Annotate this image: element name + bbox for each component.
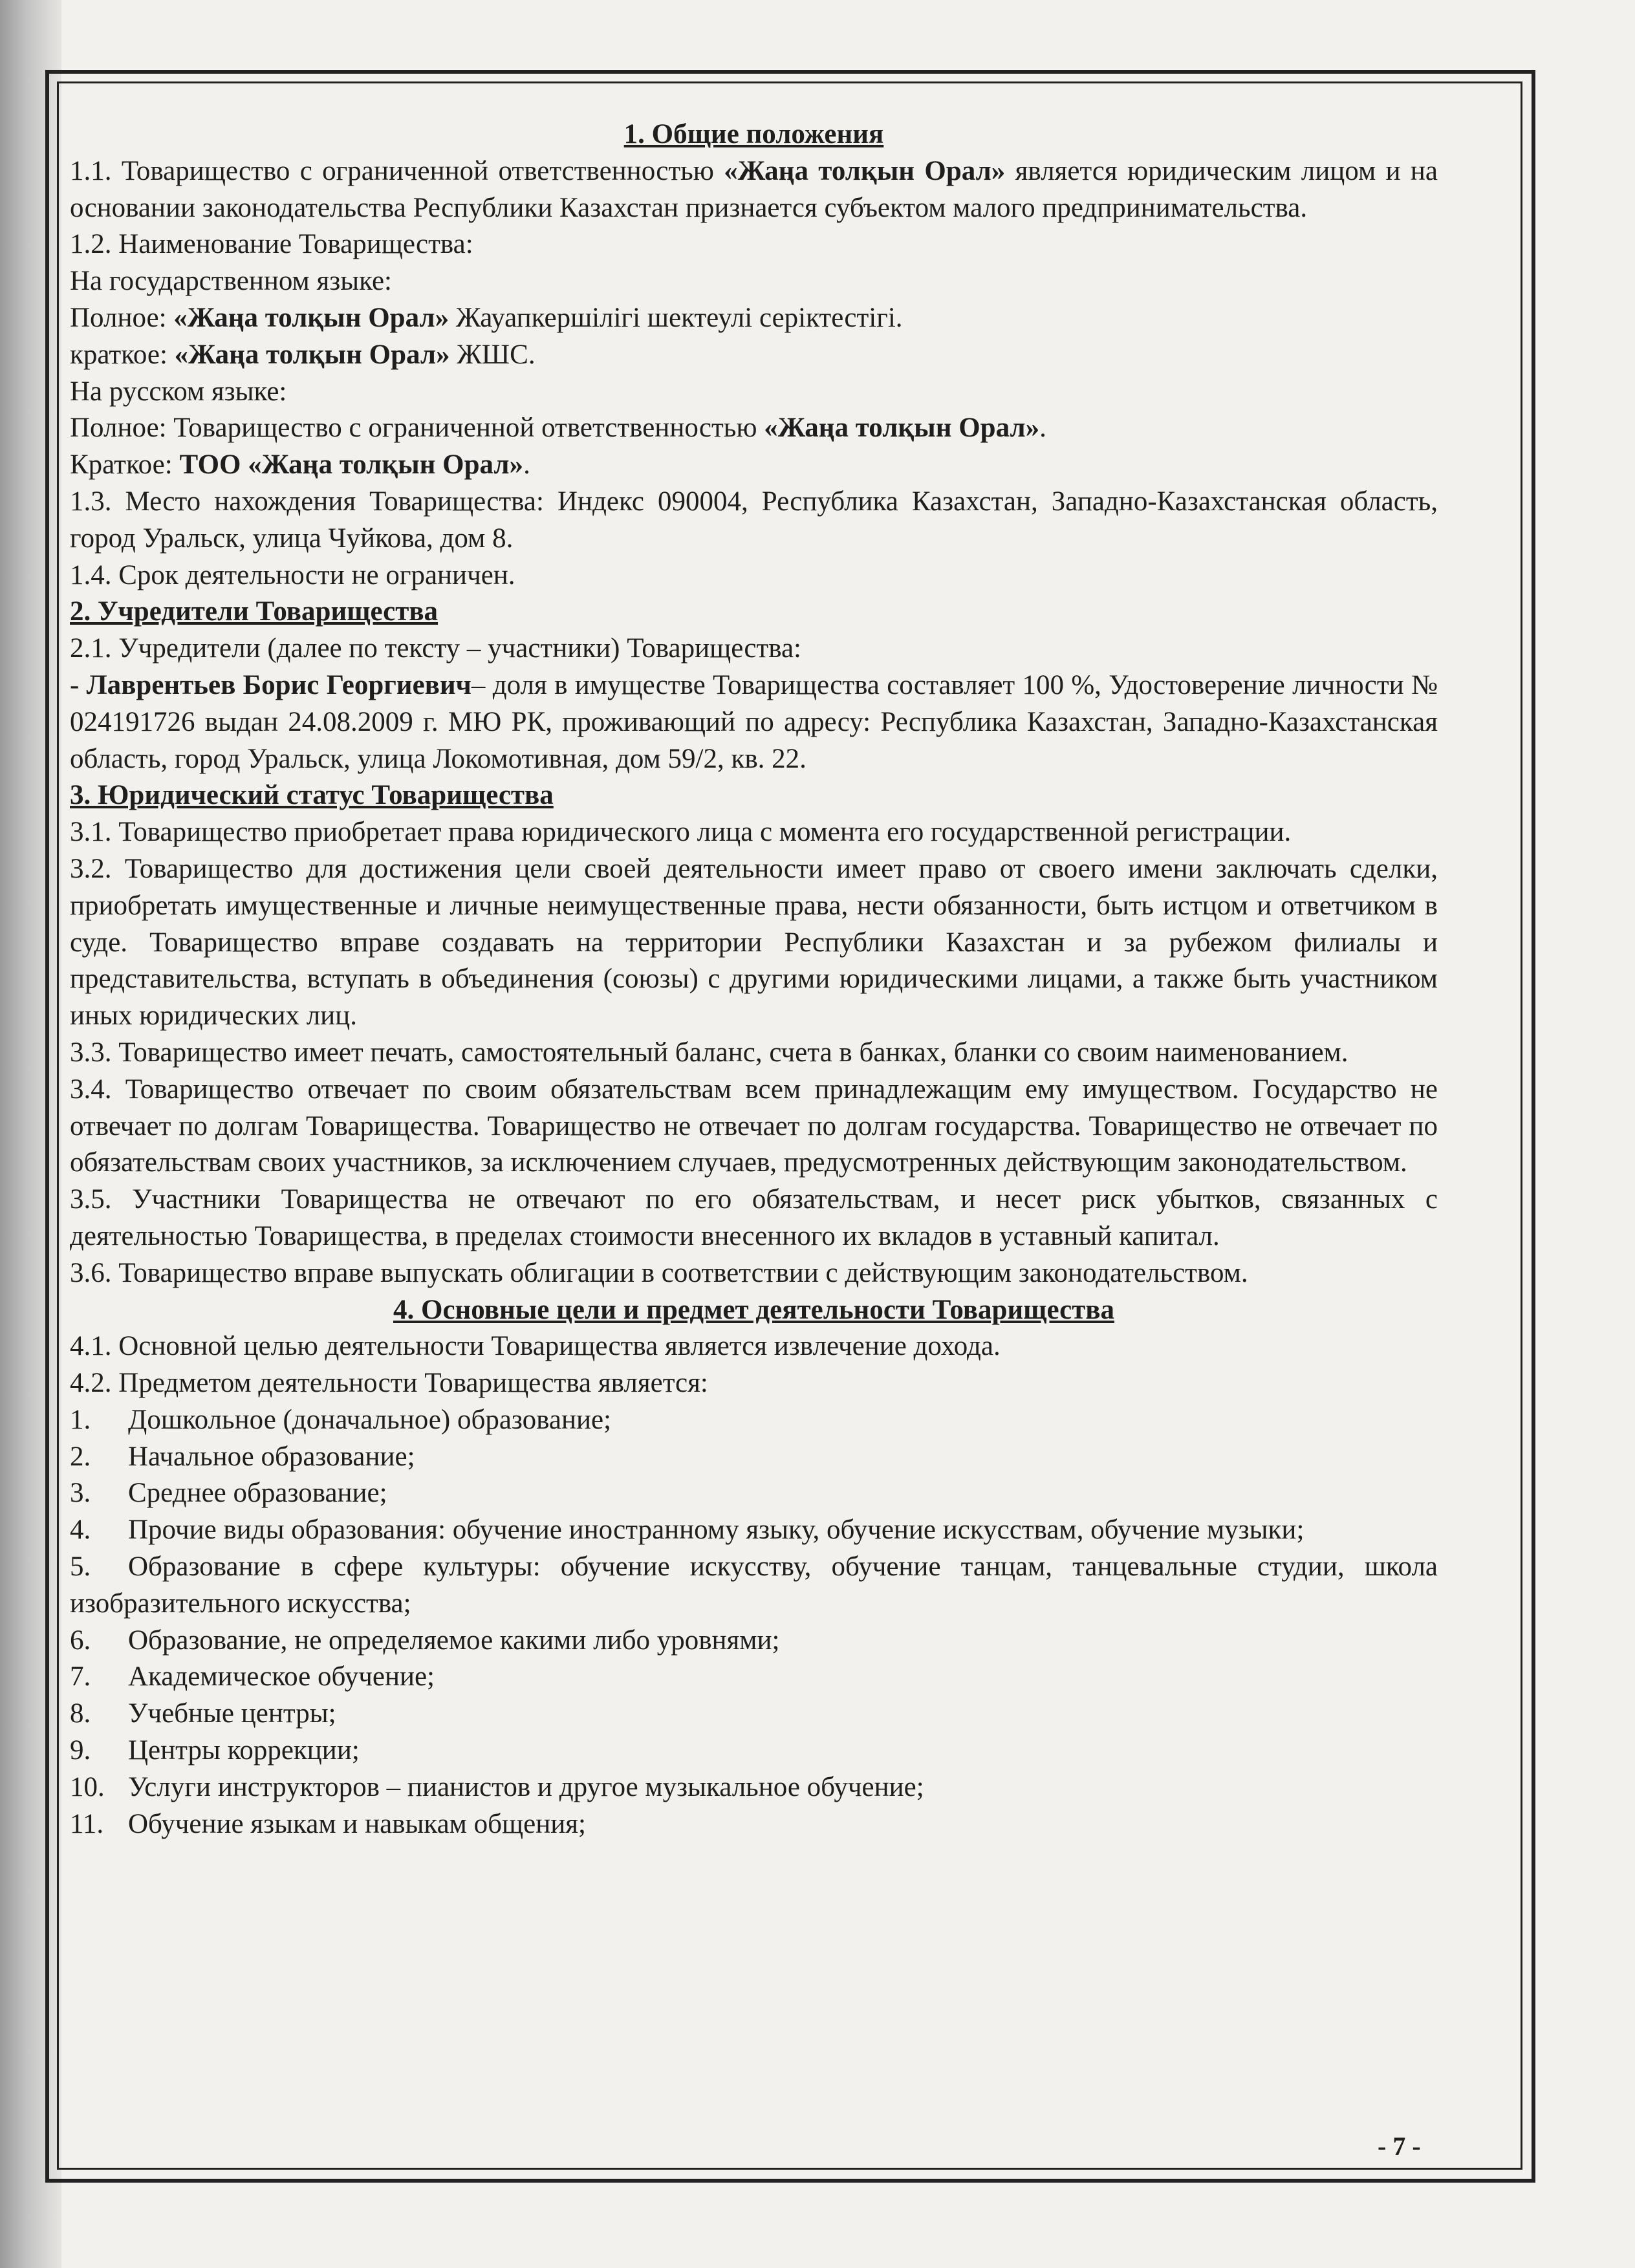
clause-3-6: 3.6. Товарищество вправе выпускать облигации в соответствии с действующим законодательством. xyxy=(70,1257,1248,1288)
clause-1-4: 1.4. Срок деятельности не ограничен. xyxy=(70,559,515,590)
russian-full-name: Полное: Товарищество с ограниченной ответственностью «Жаңа толқын Орал». xyxy=(70,413,1046,444)
activity-list xyxy=(70,1402,1438,1843)
clause-3-5: 3.5. Участники Товарищества не отвечают по его обязательствам, и несет риск убытков, связанных с деятельностью Товарищества, в пределах стоимости внесенного их вкладов в уставный капитал. xyxy=(70,1184,1438,1251)
list-item: 9. Центры коррекции; xyxy=(70,1735,360,1766)
document-body xyxy=(70,116,1438,1842)
clause-3-1: 3.1. Товарищество приобретает права юридического лица с момента его государственной регистрации. xyxy=(70,817,1292,848)
list-item: 1. Дошкольное (доначальное) образование; xyxy=(70,1404,612,1435)
state-language-label: На государственном языке: xyxy=(70,266,392,297)
russian-language-label: На русском языке: xyxy=(70,376,287,407)
list-item: 8. Учебные центры; xyxy=(70,1698,336,1729)
clause-3-4: 3.4. Товарищество отвечает по своим обязательствам всем принадлежащим ему имуществом. Государство не отвечает по долгам Товарищества. Товарищество не отвечает по долгам государства. Товарищество не отвечает по обязательствам своих участников, за исключением случаев, предусмотренных действующим законодательством. xyxy=(70,1074,1438,1178)
clause-2-1: 2.1. Учредители (далее по тексту – участники) Товарищества: xyxy=(70,633,801,664)
clause-1-2: 1.2. Наименование Товарищества: xyxy=(70,229,473,260)
state-short-name: краткое: «Жаңа толқын Орал» ЖШС. xyxy=(70,339,536,370)
list-item: 3. Среднее образование; xyxy=(70,1478,387,1509)
page-number: - 7 - xyxy=(1378,2132,1421,2161)
russian-short-name: Краткое: ТОО «Жаңа толқын Орал». xyxy=(70,449,530,481)
list-item: 7. Академическое обучение; xyxy=(70,1661,435,1692)
list-item: 2. Начальное образование; xyxy=(70,1441,415,1472)
list-item: 5. Образование в сфере культуры: обучение искусству, обучение танцам, танцевальные студии, школа изобразительного искусства; xyxy=(70,1551,1438,1619)
state-full-name: Полное: «Жаңа толқын Орал» Жауапкершілігі шектеулі серіктестігі. xyxy=(70,302,903,333)
clause-4-2: 4.2. Предметом деятельности Товарищества является: xyxy=(70,1368,708,1399)
section-4-heading: 4. Основные цели и предмет деятельности Товарищества xyxy=(393,1294,1114,1325)
clause-1-3: 1.3. Место нахождения Товарищества: Индекс 090004, Республика Казахстан, Западно-Казахстанская область, город Уральск, улица Чуйкова, дом 8. xyxy=(70,486,1438,554)
clause-4-1: 4.1. Основной целью деятельности Товарищества является извлечение дохода. xyxy=(70,1331,1001,1362)
clause-3-3: 3.3. Товарищество имеет печать, самостоятельный баланс, счета в банках, бланки со своим наименованием. xyxy=(70,1037,1348,1068)
section-1-heading: 1. Общие положения xyxy=(623,119,884,149)
list-item: 10. Услуги инструкторов – пианистов и другое музыкальное обучение; xyxy=(70,1771,924,1802)
clause-1-1: 1.1. Товарищество с ограниченной ответственностью «Жаңа толқын Орал» является юридическим лицом и на основании законодательства Республики Казахстан признается субъектом малого предпринимательства. xyxy=(70,155,1438,223)
section-2-heading: 2. Учредители Товарищества xyxy=(70,596,439,627)
list-item: 6. Образование, не определяемое какими либо уровнями; xyxy=(70,1625,780,1656)
section-3-heading: 3. Юридический статус Товарищества xyxy=(70,780,554,811)
clause-3-2: 3.2. Товарищество для достижения цели своей деятельности имеет право от своего имени заключать сделки, приобретать имущественные и личные неимущественные права, нести обязанности, быть истцом и ответчиком в суде. Товарищество вправе создавать на территории Республики Казахстан и за рубежом филиалы и представительства, вступать в объединения (союзы) с другими юридическими лицами, а также быть участником иных юридических лиц. xyxy=(70,853,1438,1031)
list-item: 4. Прочие виды образования: обучение иностранному языку, обучение искусствам, обучение музыки; xyxy=(70,1515,1305,1546)
list-item: 11. Обучение языкам и навыкам общения; xyxy=(70,1808,586,1839)
founder-entry: - Лаврентьев Борис Георгиевич– доля в имуществе Товарищества составляет 100 %, Удостоверение личности № 024191726 выдан 24.08.2009 г. МЮ РК, проживающий по адресу: Республика Казахстан, Западно-Казахстанская область, город Уральск, улица Локомотивная, дом 59/2, кв. 22. xyxy=(70,669,1438,774)
